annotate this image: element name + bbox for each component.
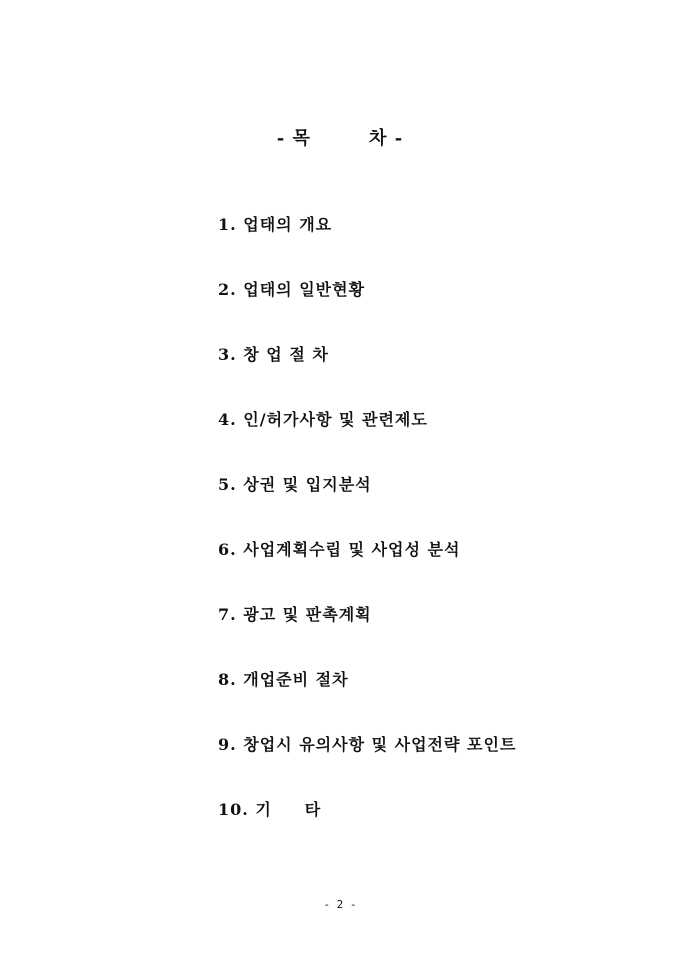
- toc-item: 3. 창 업 절 차: [218, 345, 329, 364]
- toc-item: 5. 상권 및 입지분석: [218, 475, 372, 494]
- toc-item: 6. 사업계획수립 및 사업성 분석: [218, 540, 461, 559]
- toc-item: 9. 창업시 유의사항 및 사업전략 포인트: [218, 735, 517, 754]
- toc-item: 10. 기 타: [218, 800, 322, 819]
- toc-item: 4. 인/허가사항 및 관련제도: [218, 410, 428, 429]
- toc-item: 8. 개업준비 절차: [218, 670, 349, 689]
- toc-item: 2. 업태의 일반현황: [218, 280, 366, 299]
- toc-title: - 목 차 -: [276, 128, 404, 149]
- toc-item: 7. 광고 및 판촉계획: [218, 605, 372, 624]
- toc-item: 1. 업태의 개요: [218, 215, 333, 234]
- table-of-contents: [218, 213, 516, 863]
- page-number: - 2 -: [323, 898, 357, 911]
